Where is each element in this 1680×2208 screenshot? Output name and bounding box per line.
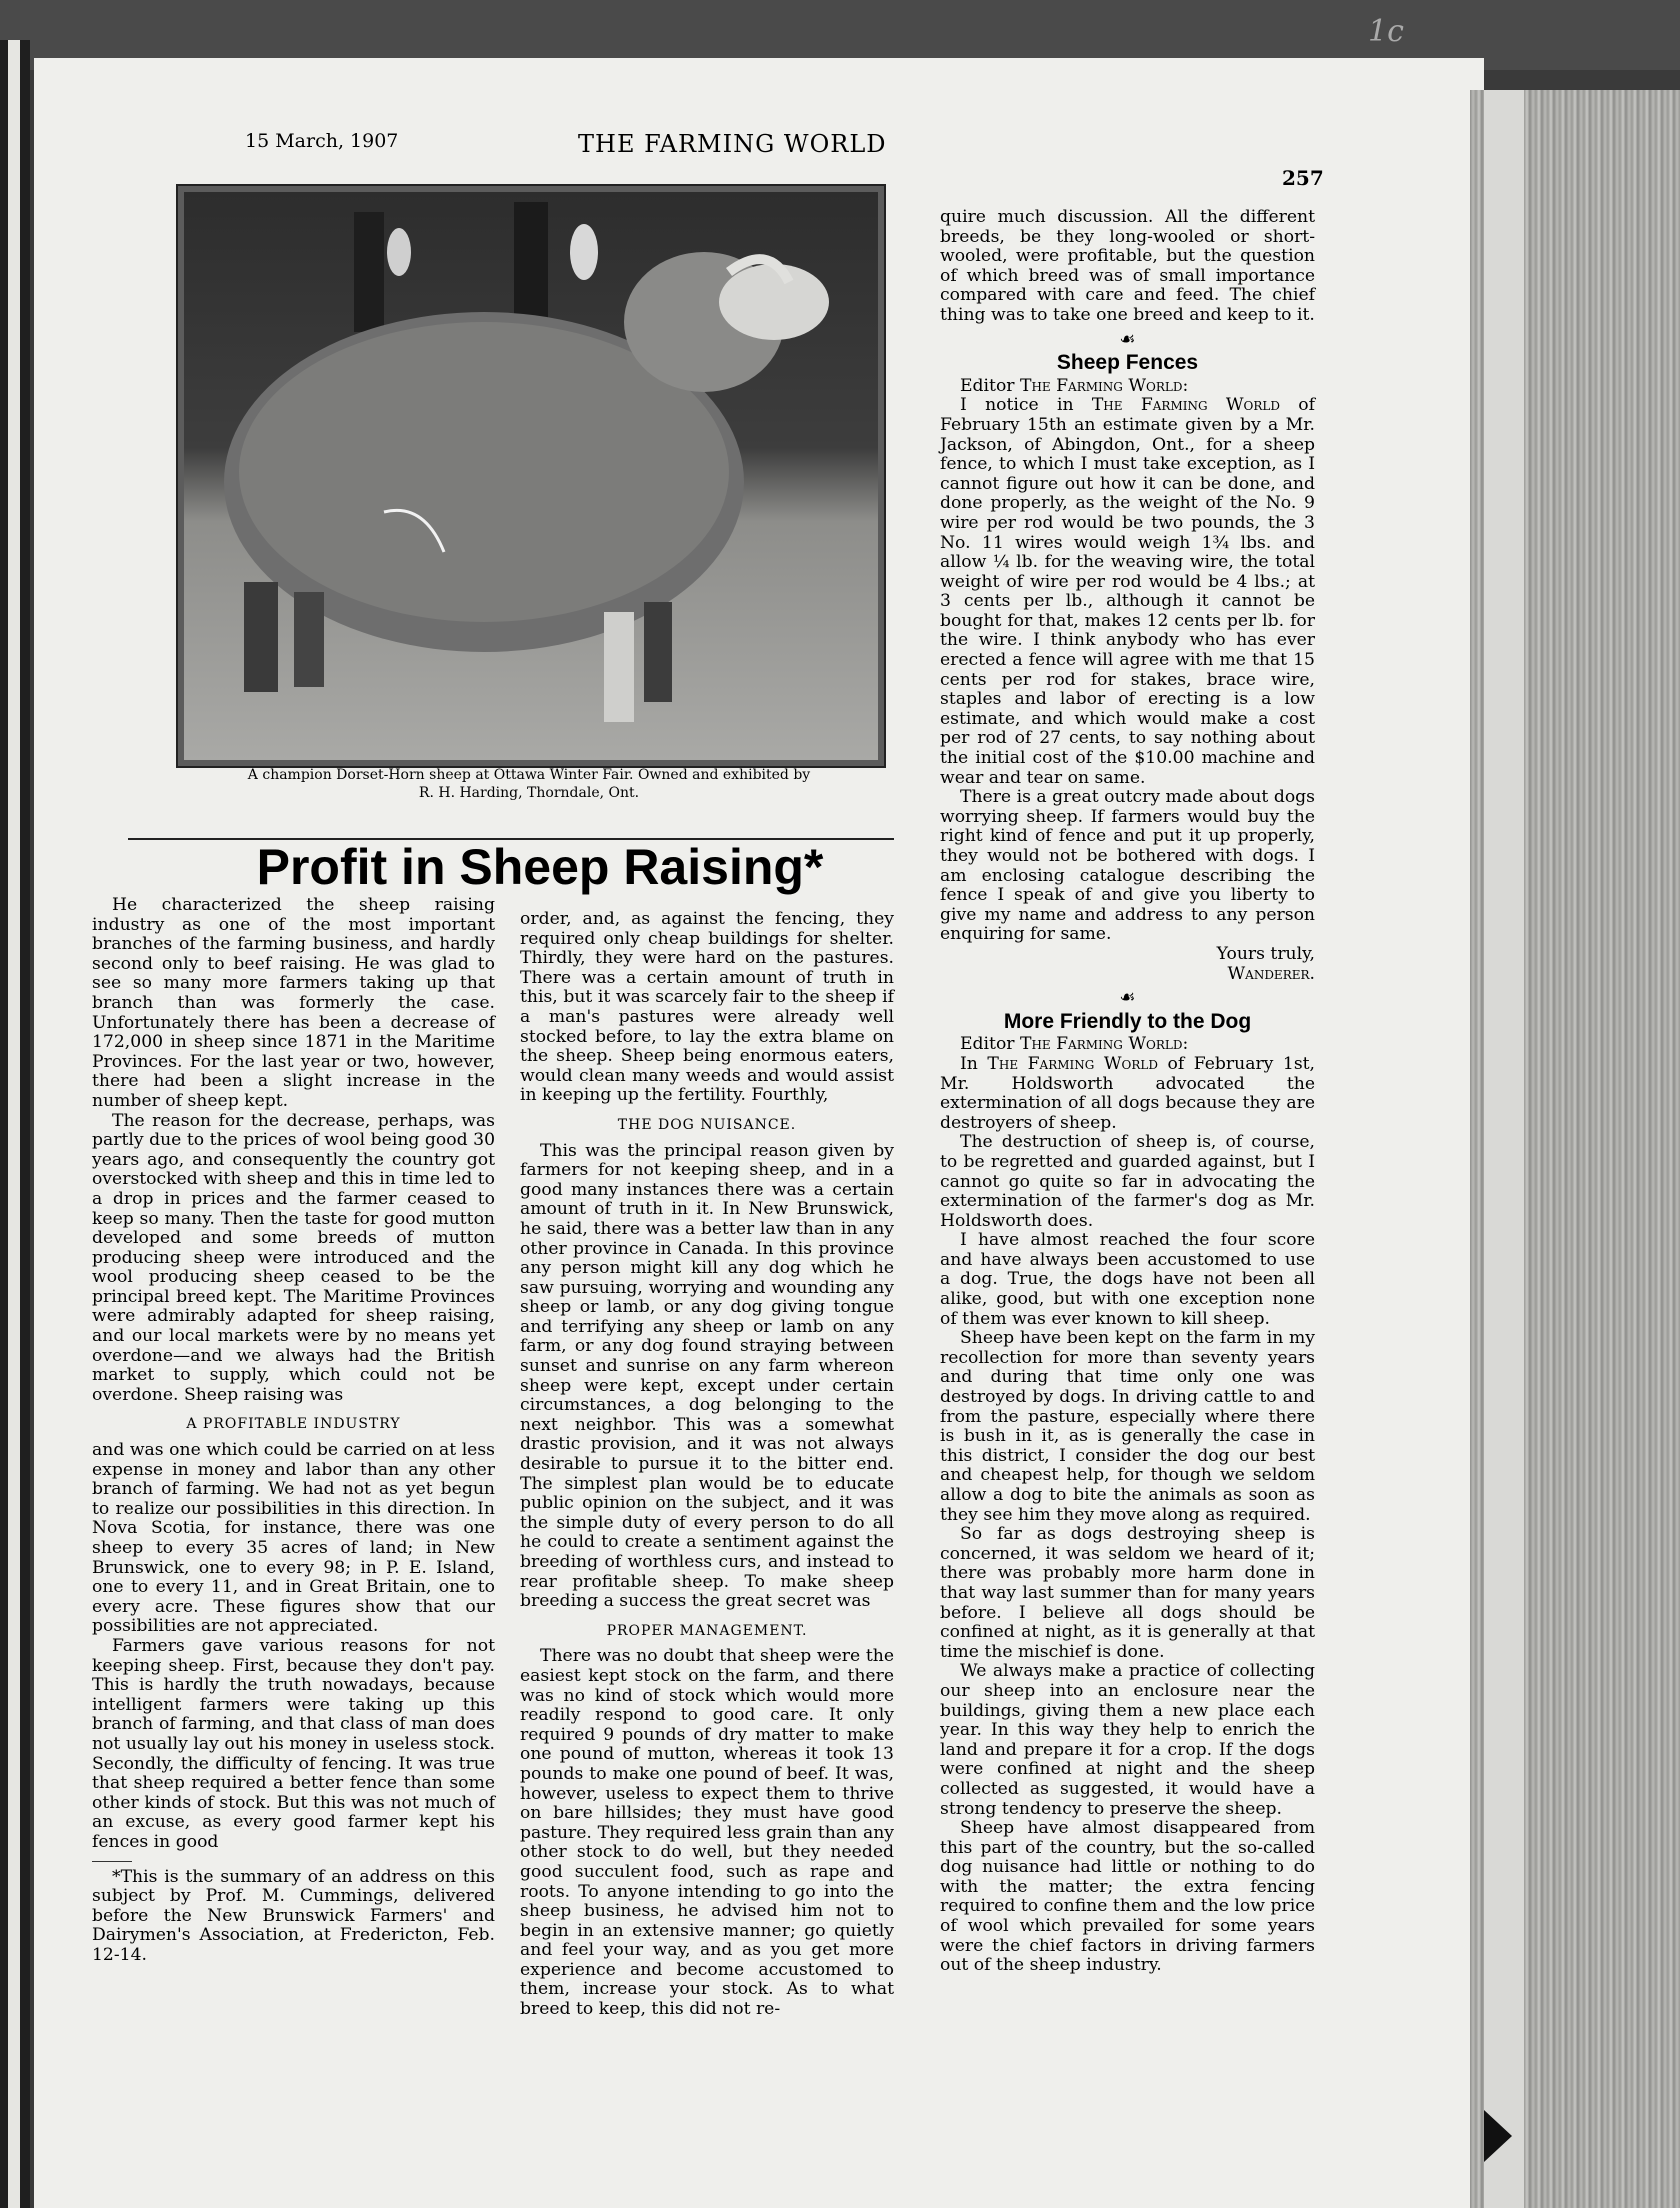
paragraph: The reason for the decrease, perhaps, was partly due to the prices of wool being good 30 years ago, and consequently the country got overstocked with sheep and this in time led to a drop in prices and the farmer ceased to keep so many. Then the taste for good mutton developed and some breeds of mutton producing sheep were introduced and the wool producing sheep ceased to be the principal breed kept. The Maritime Provinces were admirably adapted for sheep raising, and our local markets were by no means yet overdone—and we always had the British market to supply, which could not be overdone. Sheep raising was bbox=[92, 1110, 495, 1405]
magazine-name: The Farming World bbox=[1091, 395, 1280, 416]
page-gutter bbox=[1484, 90, 1524, 2208]
pencil-mark: 1c bbox=[1368, 14, 1404, 49]
article-column-1 bbox=[92, 896, 495, 1965]
page-number: 257 bbox=[1282, 166, 1324, 190]
photo-caption bbox=[176, 766, 882, 802]
magazine-title: THE FARMING WORLD bbox=[578, 130, 887, 158]
paragraph: quire much discussion. All the different breeds, be they long-wooled or short-wooled, were profitable, but the question of which breed was of small importance compared with care and feed. The chief thing was to take one breed and keep to it. bbox=[940, 207, 1315, 325]
paragraph: This was the principal reason given by farmers for not keeping sheep, and in a good many instances there was a certain amount of truth in it. In New Brunswick, he said, there was a better law than in any other province in Canada. In this province any person might kill any dog which he saw pursuing, worrying and wounding any sheep or lamb, or any dog giving tongue and terrifying any sheep or lamb on any farm, or any dog found straying between sunset and sunrise on any farm whereon sheep were kept, except under certain circumstances, a dog belonging to the next neighbor. This was a somewhat drastic provision, and it was not always desirable to pursue it to the bitter end. The simplest plan would be to educate public opinion on the subject, and it was the simple duty of every person to do all he could to create a sentiment against the breeding of worthless curs, and instead to rear profitable sheep. To make sheep breeding a success the great secret was bbox=[520, 1140, 894, 1612]
photo-background bbox=[184, 192, 878, 760]
issue-date: 15 March, 1907 bbox=[245, 130, 399, 152]
salutation-name: The Farming World: bbox=[1019, 375, 1189, 396]
salutation bbox=[940, 377, 1315, 397]
paragraph: There is a great outcry made about dogs worrying sheep. If farmers would buy the right kind of fence and put it up properly, they would not be bothered with dogs. I am enclosing catalogue describing the fence I speak of and give you liberty to give my name and address to any person enquiring for same. bbox=[940, 787, 1315, 945]
closing: Yours truly, bbox=[1216, 943, 1315, 964]
salutation bbox=[940, 1035, 1315, 1055]
magazine-name: The Farming World bbox=[987, 1053, 1158, 1074]
salutation-name: The Farming World: bbox=[1019, 1034, 1189, 1055]
paragraph: He characterized the sheep raising industry as one of the most important branches of the farming business, and hardly second only to beef raising. He was glad to see so many more farmers taking up that branch than was formerly the case. Unfortunately there has been a decrease of 172,000 in sheep since 1871 in the Maritime Provinces. For the last year or two, however, there had been a slight increase in the number of sheep kept. bbox=[92, 895, 495, 1111]
text-run: I notice in bbox=[960, 395, 1092, 416]
paragraph: and was one which could be carried on at less expense in money and labor than any other branch of farming. We had not as yet begun to realize our possibilities in this direction. In Nova Scotia, for instance, there was one sheep to every 35 acres of land; in New Brunswick, one to every 98; in P. E. Island, one to every 11, and in Great Britain, one to every acre. These figures show that our possibilities are not appreciated. bbox=[92, 1440, 495, 1637]
paragraph bbox=[940, 1055, 1315, 1133]
subheading: PROPER MANAGEMENT. bbox=[606, 1622, 808, 1639]
paragraph: Farmers gave various reasons for not keeping sheep. First, because they don't pay. This is hardly the truth nowadays, because intelligent farmers were taking up this branch of farming, and that class of man does not usually lay out his money in useless stock. Secondly, the difficulty of fencing. It was true that sheep required a better fence than some other kinds of stock. But this was not much of an excuse, as every good farmer kept his fences in good bbox=[92, 1635, 495, 1852]
section-title: More Friendly to the Dog bbox=[1003, 1009, 1252, 1033]
subheading: THE DOG NUISANCE. bbox=[617, 1116, 797, 1133]
paragraph: We always make a practice of collecting our sheep into an enclosure near the buildings, giving them a new place each year. In this way they help to enrich the land and prepare it for a crop. If the dogs were confined at night and the sheep collected as suggested, it would have a strong tendency to preserve the sheep. bbox=[940, 1661, 1315, 1819]
salutation-prefix: Editor bbox=[960, 1034, 1020, 1055]
subheading: A PROFITABLE INDUSTRY bbox=[186, 1416, 401, 1433]
article-column-2 bbox=[520, 910, 894, 2020]
text-run: of February 15th an estimate given by a Mr. Jackson, of Abingdon, Ont., for a sheep fence, to which I must take exception, as I cannot figure out how it can be done, and done properly, as the weight of the No. 9 wire per rod would be two pounds, the 3 No. 11 wires would weigh 1¾ lbs. and allow ¼ lb. for the weaving wire, the total weight of wire per rod would be 4 lbs.; at 3 cents per lb., although it cannot be bought for that, makes 12 cents per lb. for the wire. I think anybody who has ever erected a fence will agree with me that 15 cents per rod for stakes, brace wire, staples and labor of erecting is a low estimate, and which would make a cost per rod of 27 cents, to say nothing about the initial cost of the $10.00 machine and wear and tear on same. bbox=[940, 395, 1315, 788]
paragraph: There was no doubt that sheep were the easiest kept stock on the farm, and there was no kind of stock which would more readily respond to good care. It only required 9 pounds of dry matter to make one pound of mutton, whereas it took 13 pounds to make one pound of beef. It was, however, useless to expect them to thrive on bare hillsides; they must have good pasture. They required less grain than any other stock to do well, but they needed good succulent food, such as rape and roots. To anyone intending to go into the sheep business, he advised him not to begin in an extensive manner; go quietly and feel your way, and as you get more experience and become accustomed to them, increase your stock. As to what breed to keep, this did not re- bbox=[520, 1646, 894, 2020]
sheep-photograph bbox=[176, 184, 886, 768]
article-column-3 bbox=[940, 208, 1315, 1976]
sheep-illustration bbox=[184, 192, 878, 760]
fleuron-icon: ☙ bbox=[1119, 328, 1136, 350]
paragraph: order, and, as against the fencing, they required only cheap buildings for shelter. Thirdly, they were hard on the pastures. There was a certain amount of truth in this, but it was scarcely fair to the sheep if a man's pastures were already well stocked before, to lay the extra blame on the sheep. Sheep being enormous eaters, would clean many weeds and would assist in keeping up the fertility. Fourthly, bbox=[520, 909, 894, 1106]
footnote-rule bbox=[92, 1861, 132, 1862]
paragraph bbox=[940, 396, 1315, 788]
paragraph: The destruction of sheep is, of course, to be regretted and guarded against, but I cannot go quite so far in advocating the extermination of the farmer's dog as Mr. Holdsworth does. bbox=[940, 1132, 1315, 1231]
paragraph: Sheep have been kept on the farm in my recollection for more than seventy years and during that time only one was destroyed by dogs. In driving cattle to and from the pasture, especially where there is bush in it, as is generally the case in this district, I consider the dog our best and cheapest help, for though we seldom allow a dog to bite the animals as soon as they see him they move along as required. bbox=[940, 1328, 1315, 1525]
paragraph: Sheep have almost disappeared from this part of the country, but the so-called dog nuisance had little or nothing to do with the matter; the extra fencing required to confine them and the low price of wool which prevailed for some years were the chief factors in driving farmers out of the sheep industry. bbox=[940, 1818, 1315, 1976]
paragraph: I have almost reached the four score and have always been accustomed to use a dog. True, the dogs have not been all alike, good, but with one exception none of them was ever known to kill sheep. bbox=[940, 1230, 1315, 1329]
signature: Wanderer. bbox=[1227, 963, 1315, 984]
salutation-prefix: Editor bbox=[960, 375, 1020, 396]
text-run: of February 1st, Mr. Holdsworth advocated the extermination of all dogs because they are destroyers of sheep. bbox=[940, 1053, 1316, 1133]
section-title: Sheep Fences bbox=[1056, 351, 1199, 375]
caption-line-2: R. H. Harding, Thorndale, Ont. bbox=[418, 785, 640, 801]
facing-page-edge bbox=[0, 40, 30, 2208]
corner-triangle-icon bbox=[1484, 2110, 1512, 2162]
footnote: *This is the summary of an address on this subject by Prof. M. Cummings, delivered before the New Brunswick Farmers' and Dairymen's Association, at Fredericton, Feb. 12-14. bbox=[92, 1866, 495, 1965]
caption-line-1: A champion Dorset-Horn sheep at Ottawa Winter Fair. Owned and exhibited by bbox=[247, 767, 811, 783]
text-run: In bbox=[960, 1053, 988, 1074]
paragraph: So far as dogs destroying sheep is concerned, it was seldom we heard of it; there was probably more harm done in that way last summer than for many years before. I believe all dogs should be confined at night, as it is generally at that time the mischief is done. bbox=[940, 1524, 1315, 1662]
article-headline: Profit in Sheep Raising* bbox=[256, 839, 824, 895]
fleuron-icon: ☙ bbox=[1119, 987, 1136, 1009]
